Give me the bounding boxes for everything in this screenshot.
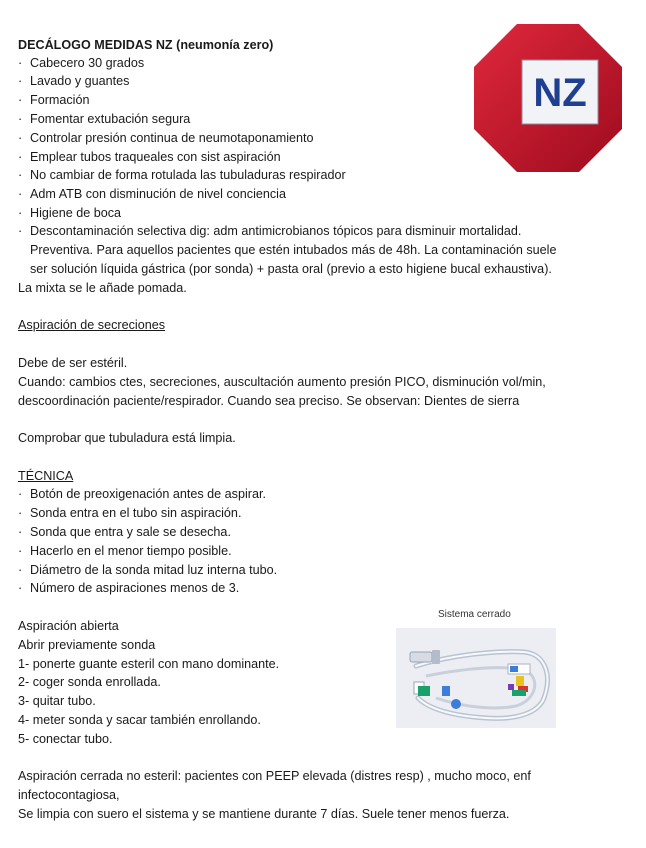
list-item: · Adm ATB con disminución de nivel conciencia (18, 187, 286, 201)
list-item: · Fomentar extubación segura (18, 112, 191, 126)
paragraph: Debe de ser estéril. (18, 356, 128, 370)
decalogo-title: DECÁLOGO MEDIDAS NZ (neumonía zero) (18, 38, 274, 52)
list-item: · Número de aspiraciones menos de 3. (18, 581, 240, 595)
list-item-continuation: ser solución líquida gástrica (por sonda) + pasta oral (previo a esto higiene bucal exhaustiva). (30, 262, 552, 276)
step-item: 2- coger sonda enrollada. (18, 675, 161, 689)
section-heading-aspiracion: Aspiración de secreciones (18, 318, 166, 332)
list-item-continuation: Preventiva. Para aquellos pacientes que estén intubados más de 48h. La contaminación suele (30, 243, 557, 257)
bullet-glyph: · (18, 563, 23, 577)
nz-stop-sign-logo (472, 22, 624, 174)
bullet-glyph: · (18, 506, 23, 520)
list-item: · Controlar presión continua de neumotaponamiento (18, 131, 314, 145)
list-item: · Higiene de boca (18, 206, 122, 220)
step-item: 5- conectar tubo. (18, 732, 113, 746)
bullet-glyph: · (18, 168, 23, 182)
logo-text: NZ (533, 71, 587, 115)
paragraph: La mixta se le añade pomada. (18, 281, 187, 295)
bullet-glyph: · (18, 112, 23, 126)
list-item: · Formación (18, 93, 90, 107)
suction-catheter-icon (396, 628, 556, 728)
figure-caption: Sistema cerrado (438, 609, 511, 620)
list-item: · Diámetro de la sonda mitad luz interna tubo. (18, 563, 278, 577)
step-item: 3- quitar tubo. (18, 694, 96, 708)
bullet-glyph: · (18, 56, 23, 70)
list-item: · Hacerlo en el menor tiempo posible. (18, 544, 232, 558)
list-item: · Cabecero 30 grados (18, 56, 145, 70)
list-item: · Sonda entra en el tubo sin aspiración. (18, 506, 242, 520)
list-item: · Emplear tubos traqueales con sist aspiración (18, 150, 281, 164)
step-item: 1- ponerte guante esteril con mano dominante. (18, 657, 280, 671)
list-item: · Sonda que entra y sale se desecha. (18, 525, 231, 539)
bullet-glyph: · (18, 74, 23, 88)
closed-suction-system-photo (396, 628, 556, 728)
paragraph: Abrir previamente sonda (18, 638, 156, 652)
bullet-glyph: · (18, 487, 23, 501)
paragraph: Se limpia con suero el sistema y se mantiene durante 7 días. Suele tener menos fuerza. (18, 807, 510, 821)
bullet-glyph: · (18, 206, 23, 220)
paragraph: Comprobar que tubuladura está limpia. (18, 431, 236, 445)
bullet-glyph: · (18, 581, 23, 595)
list-item: · No cambiar de forma rotulada las tubuladuras respirador (18, 168, 346, 182)
bullet-glyph: · (18, 544, 23, 558)
paragraph: Cuando: cambios ctes, secreciones, auscultación aumento presión PICO, disminución vol/min, (18, 375, 546, 389)
paragraph: descoordinación paciente/respirador. Cuando sea preciso. Se observan: Dientes de sierra (18, 394, 520, 408)
bullet-glyph: · (18, 187, 23, 201)
bullet-glyph: · (18, 150, 23, 164)
bullet-glyph: · (18, 224, 23, 238)
subheading-aspiracion-abierta: Aspiración abierta (18, 619, 119, 633)
section-heading-tecnica: TÉCNICA (18, 469, 74, 483)
stop-sign-icon (472, 22, 624, 174)
bullet-glyph: · (18, 525, 23, 539)
step-item: 4- meter sonda y sacar también enrollando. (18, 713, 261, 727)
list-item: · Botón de preoxigenación antes de aspirar. (18, 487, 266, 501)
bullet-glyph: · (18, 131, 23, 145)
bullet-glyph: · (18, 93, 23, 107)
list-item: · Lavado y guantes (18, 74, 130, 88)
paragraph: Aspiración cerrada no esteril: pacientes con PEEP elevada (distres resp) , mucho moco, enf (18, 769, 531, 783)
list-item: · Descontaminación selectiva dig: adm antimicrobianos tópicos para disminuir mortalidad. (18, 224, 522, 238)
paragraph: infectocontagiosa, (18, 788, 120, 802)
